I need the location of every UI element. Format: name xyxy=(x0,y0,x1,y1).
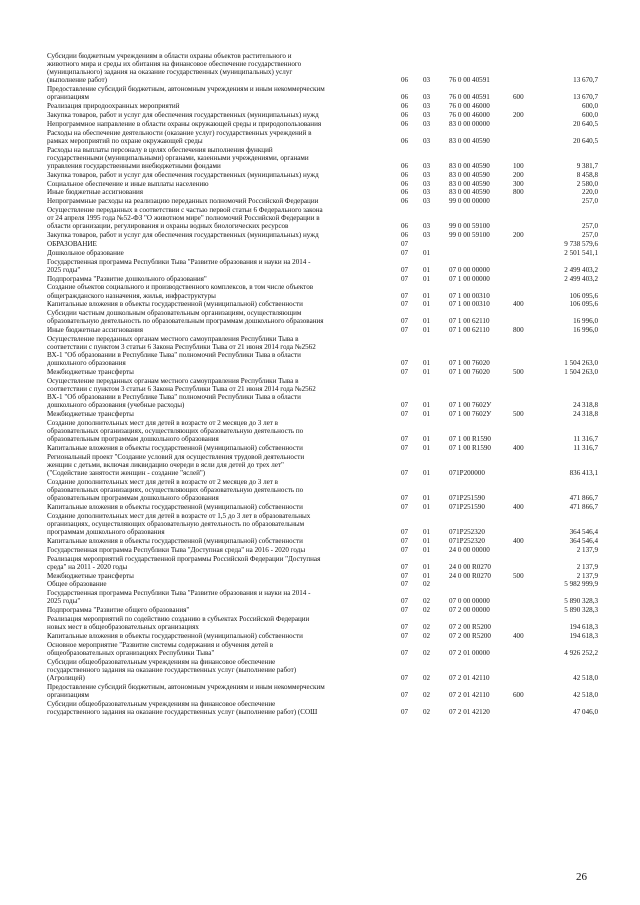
code-podrazdel: 02 xyxy=(423,606,431,615)
code-target-article: 071P200000 xyxy=(449,469,485,478)
row-name: Закупка товаров, работ и услуг для обеспечения государственных (муниципальных) нужд xyxy=(47,231,319,240)
code-razdel: 07 xyxy=(401,632,409,641)
code-podrazdel: 03 xyxy=(423,170,431,179)
code-target-article: 07 1 00 62110 xyxy=(449,317,490,326)
code-podrazdel: 03 xyxy=(423,136,431,145)
code-podrazdel: 02 xyxy=(423,580,431,589)
code-target-article: 07 2 00 00000 xyxy=(449,606,490,615)
row-name: Межбюджетные трансферты xyxy=(47,368,134,377)
table-row xyxy=(0,503,640,511)
code-expense-type: 400 xyxy=(513,444,524,453)
row-sum: 257,0 xyxy=(582,222,598,231)
code-target-article: 76 0 00 40591 xyxy=(449,93,490,102)
code-target-article: 07 2 01 00000 xyxy=(449,648,490,657)
code-podrazdel: 01 xyxy=(423,274,431,283)
code-target-article: 83 0 00 40590 xyxy=(449,136,490,145)
code-podrazdel: 01 xyxy=(423,494,431,503)
row-sum: 194 618,3 xyxy=(569,623,598,632)
code-razdel: 06 xyxy=(401,110,409,119)
row-name: Региональный проект "Создание условий для осуществления трудовой деятельности женщин с детьми, включая ликвидацию очереди в ясли для детей до трех лет" ("Содействие занятости женщин - создание "яслей") xyxy=(47,452,305,478)
row-sum: 47 046,0 xyxy=(573,707,598,716)
row-sum: 42 518,0 xyxy=(573,690,598,699)
row-sum: 106 095,6 xyxy=(569,291,598,300)
code-razdel: 07 xyxy=(401,248,409,257)
row-sum: 2 580,0 xyxy=(576,179,598,188)
row-name: Закупка товаров, работ и услуг для обеспечения государственных (муниципальных) нужд xyxy=(47,110,319,119)
table-row xyxy=(0,171,640,179)
row-name: Субсидии бюджетным учреждениям в области охраны объектов растительного и животного мира и среды их обитания на финансовое обеспечение государственного (муниципального) задания на оказание государственных (муниципальных) услуг (выполнение работ) xyxy=(47,52,302,85)
table-row xyxy=(0,52,640,84)
row-sum: 4 926 252,2 xyxy=(564,648,598,657)
code-target-article: 07 1 00 00000 xyxy=(449,274,490,283)
code-podrazdel: 03 xyxy=(423,102,431,111)
code-razdel: 07 xyxy=(401,291,409,300)
row-sum: 364 546,4 xyxy=(569,536,598,545)
row-sum: 257,0 xyxy=(582,231,598,240)
row-name: Дошкольное образование xyxy=(47,248,124,257)
code-podrazdel: 03 xyxy=(423,222,431,231)
row-sum: 194 618,3 xyxy=(569,632,598,641)
code-razdel: 07 xyxy=(401,580,409,589)
code-target-article: 07 1 00 00310 xyxy=(449,300,490,309)
row-name: Капитальные вложения в объекты государственной (муниципальной) собственности xyxy=(47,632,303,641)
row-name: Осуществление переданных в соответствии с частью первой статьи 6 Федерального закона от 24 апреля 1995 года №52-ФЗ "О животном мире" полномочий Российской Федерации в области организации, регулирования и охраны водных биологических ресурсов xyxy=(47,206,323,231)
code-target-article: 071P252320 xyxy=(449,536,485,545)
code-razdel: 07 xyxy=(401,503,409,512)
row-sum: 836 413,1 xyxy=(569,469,598,478)
row-name: Субсидии частным дошкольным образовательным организациям, осуществляющим образовательную деятельность по образовательным программам дошкольного образования xyxy=(47,309,324,326)
table-row xyxy=(0,300,640,308)
code-razdel: 07 xyxy=(401,300,409,309)
code-target-article: 071P251590 xyxy=(449,503,485,512)
code-target-article: 07 1 00 7602У xyxy=(449,401,492,410)
table-row xyxy=(0,478,640,502)
table-row xyxy=(0,275,640,283)
row-name: Непрограммное направление в области охраны окружающей среды и природопользования xyxy=(47,119,322,128)
code-target-article: 07 0 00 00000 xyxy=(449,597,490,606)
code-razdel: 06 xyxy=(401,93,409,102)
row-name: Создание объектов социального и производственного комплексов, в том числе объектов общегражданского назначения, жилья, инфраструктуры xyxy=(47,283,314,300)
table-row xyxy=(0,377,640,409)
code-podrazdel: 01 xyxy=(423,401,431,410)
table-row xyxy=(0,326,640,334)
code-razdel: 06 xyxy=(401,102,409,111)
table-row xyxy=(0,335,640,367)
code-razdel: 07 xyxy=(401,545,409,554)
code-podrazdel: 03 xyxy=(423,119,431,128)
code-razdel: 06 xyxy=(401,222,409,231)
code-podrazdel: 01 xyxy=(423,503,431,512)
row-name: Закупка товаров, работ и услуг для обеспечения государственных (муниципальных) нужд xyxy=(47,170,319,179)
code-expense-type: 200 xyxy=(513,170,524,179)
row-name: Реализация мероприятий государственной программы Российской Федерации "Доступная среда" на 2011 - 2020 годы xyxy=(47,554,321,571)
table-row xyxy=(0,683,640,699)
code-target-article: 071P251590 xyxy=(449,494,485,503)
code-razdel: 06 xyxy=(401,179,409,188)
code-target-article: 24 0 00 R0270 xyxy=(449,571,491,580)
row-sum: 2 137,9 xyxy=(576,571,598,580)
code-target-article: 83 0 00 00000 xyxy=(449,119,490,128)
code-target-article: 99 0 00 00000 xyxy=(449,197,490,206)
code-target-article: 99 0 00 59100 xyxy=(449,231,490,240)
table-row xyxy=(0,606,640,614)
row-sum: 24 318,8 xyxy=(573,401,598,410)
code-target-article: 07 0 00 00000 xyxy=(449,265,490,274)
code-razdel: 06 xyxy=(401,188,409,197)
row-sum: 20 640,5 xyxy=(573,136,598,145)
table-row xyxy=(0,512,640,536)
row-sum: 8 458,8 xyxy=(576,170,598,179)
code-razdel: 07 xyxy=(401,528,409,537)
row-sum: 5 982 999,9 xyxy=(564,580,598,589)
table-row xyxy=(0,572,640,580)
row-sum: 9 738 579,6 xyxy=(564,239,598,248)
code-podrazdel: 02 xyxy=(423,597,431,606)
row-sum: 13 670,7 xyxy=(573,76,598,85)
code-target-article: 83 0 00 40590 xyxy=(449,188,490,197)
table-row xyxy=(0,537,640,545)
code-podrazdel: 03 xyxy=(423,197,431,206)
code-razdel: 07 xyxy=(401,274,409,283)
row-name: Подпрограмма "Развитие общего образования" xyxy=(47,606,190,615)
code-expense-type: 400 xyxy=(513,536,524,545)
code-podrazdel: 01 xyxy=(423,562,431,571)
code-podrazdel: 01 xyxy=(423,444,431,453)
code-expense-type: 600 xyxy=(513,690,524,699)
code-expense-type: 500 xyxy=(513,410,524,419)
code-target-article: 07 2 00 R5200 xyxy=(449,623,491,632)
code-razdel: 07 xyxy=(401,265,409,274)
row-sum: 11 316,7 xyxy=(573,444,598,453)
code-podrazdel: 01 xyxy=(423,368,431,377)
row-name: Реализация природоохранных мероприятий xyxy=(47,102,180,111)
code-expense-type: 600 xyxy=(513,93,524,102)
code-podrazdel: 02 xyxy=(423,648,431,657)
table-row xyxy=(0,632,640,640)
code-razdel: 06 xyxy=(401,119,409,128)
code-expense-type: 800 xyxy=(513,188,524,197)
row-name: Государственная программа Республики Тыва "Развитие образования и науки на 2014 - 2025 годы" xyxy=(47,589,311,606)
code-podrazdel: 02 xyxy=(423,623,431,632)
row-sum: 5 890 328,3 xyxy=(564,597,598,606)
code-razdel: 06 xyxy=(401,136,409,145)
code-target-article: 07 1 00 76020 xyxy=(449,368,490,377)
row-name: Межбюджетные трансферты xyxy=(47,571,134,580)
table-row xyxy=(0,641,640,657)
row-sum: 24 318,8 xyxy=(573,410,598,419)
code-podrazdel: 01 xyxy=(423,291,431,300)
table-row xyxy=(0,111,640,119)
code-razdel: 07 xyxy=(401,444,409,453)
code-razdel: 07 xyxy=(401,359,409,368)
code-target-article: 07 1 00 62110 xyxy=(449,326,490,335)
row-sum: 20 640,5 xyxy=(573,119,598,128)
row-name: Осуществление переданных органам местного самоуправления Республики Тыва в соответствии с пунктом 3 статьи 6 Закона Республики Тыва от 21 июня 2014 года №2562 ВХ-1 "Об образовании в Республике Тыва" полномочий Республики Тыва в области дошкольного образования xyxy=(47,335,316,368)
code-target-article: 07 1 00 R1590 xyxy=(449,444,491,453)
row-name: Общее образование xyxy=(47,580,107,589)
code-razdel: 07 xyxy=(401,401,409,410)
row-name: Основное мероприятие "Развитие системы содержания и обучения детей в общеобразовательных организациях Республики Тыва" xyxy=(47,640,274,657)
code-expense-type: 200 xyxy=(513,110,524,119)
code-expense-type: 400 xyxy=(513,632,524,641)
code-razdel: 07 xyxy=(401,648,409,657)
code-podrazdel: 03 xyxy=(423,93,431,102)
row-sum: 600,0 xyxy=(582,110,598,119)
code-target-article: 24 0 00 00000 xyxy=(449,545,490,554)
table-row xyxy=(0,258,640,274)
code-expense-type: 200 xyxy=(513,231,524,240)
code-podrazdel: 01 xyxy=(423,248,431,257)
code-expense-type: 800 xyxy=(513,326,524,335)
code-razdel: 07 xyxy=(401,239,409,248)
row-sum: 2 137,9 xyxy=(576,562,598,571)
row-name: Социальное обеспечение и иные выплаты населению xyxy=(47,179,209,188)
row-sum: 600,0 xyxy=(582,102,598,111)
row-sum: 2 499 403,2 xyxy=(564,274,598,283)
row-name: Субсидии общеобразовательным учреждениям на финансовое обеспечение государственного задания на оказание государственных услуг (выполнение работ) (СОШ xyxy=(47,699,318,716)
code-podrazdel: 02 xyxy=(423,690,431,699)
row-name: Иные бюджетные ассигнования xyxy=(47,326,144,335)
table-row xyxy=(0,249,640,257)
code-razdel: 07 xyxy=(401,494,409,503)
code-razdel: 07 xyxy=(401,690,409,699)
row-name: Государственная программа Республики Тыва "Развитие образования и науки на 2014 - 2025 годы" xyxy=(47,257,311,274)
table-row xyxy=(0,120,640,128)
code-podrazdel: 01 xyxy=(423,300,431,309)
code-target-article: 07 1 00 7602У xyxy=(449,410,492,419)
row-sum: 1 504 263,0 xyxy=(564,359,598,368)
code-razdel: 07 xyxy=(401,571,409,580)
table-row xyxy=(0,231,640,239)
code-razdel: 06 xyxy=(401,161,409,170)
row-name: Иные бюджетные ассигнования xyxy=(47,188,144,197)
row-sum: 257,0 xyxy=(582,197,598,206)
code-target-article: 07 1 00 76020 xyxy=(449,359,490,368)
row-name: Подпрограмма "Развитие дошкольного образования" xyxy=(47,274,207,283)
code-razdel: 07 xyxy=(401,536,409,545)
code-podrazdel: 03 xyxy=(423,188,431,197)
code-podrazdel: 02 xyxy=(423,674,431,683)
row-name: Капитальные вложения в объекты государственной (муниципальной) собственности xyxy=(47,503,303,512)
code-razdel: 07 xyxy=(401,674,409,683)
page-number: 26 xyxy=(576,871,587,883)
code-target-article: 76 0 00 46000 xyxy=(449,110,490,119)
code-razdel: 06 xyxy=(401,170,409,179)
table-row xyxy=(0,197,640,205)
row-name: Субсидии общеобразовательным учреждениям на финансовое обеспечение государственного задания на оказание государственных услуг (выполнение работ) (Агролицей) xyxy=(47,657,297,683)
table-row xyxy=(0,615,640,631)
code-target-article: 07 2 01 42110 xyxy=(449,690,490,699)
code-podrazdel: 03 xyxy=(423,161,431,170)
row-name: Создание дополнительных мест для детей в возрасте от 2 месяцев до 3 лет в образовательных организациях, осуществляющих образовательную деятельность по образовательным программам дошкольного образования xyxy=(47,478,304,503)
code-target-article: 07 2 00 R5200 xyxy=(449,632,491,641)
code-razdel: 07 xyxy=(401,435,409,444)
row-sum: 220,0 xyxy=(582,188,598,197)
table-row xyxy=(0,546,640,554)
table-row xyxy=(0,589,640,605)
code-razdel: 06 xyxy=(401,197,409,206)
code-razdel: 07 xyxy=(401,410,409,419)
row-sum: 1 504 263,0 xyxy=(564,368,598,377)
code-razdel: 07 xyxy=(401,707,409,716)
code-podrazdel: 01 xyxy=(423,317,431,326)
code-target-article: 83 0 00 40590 xyxy=(449,179,490,188)
code-podrazdel: 01 xyxy=(423,545,431,554)
code-razdel: 06 xyxy=(401,231,409,240)
code-target-article: 99 0 00 59100 xyxy=(449,222,490,231)
row-name: Реализация мероприятий по содействию созданию в субъектах Российской Федерации новых мест в общеобразовательных организациях xyxy=(47,615,310,632)
table-row xyxy=(0,658,640,682)
row-sum: 471 866,7 xyxy=(569,503,598,512)
code-expense-type: 300 xyxy=(513,179,524,188)
code-expense-type: 500 xyxy=(513,571,524,580)
code-target-article: 07 2 01 42120 xyxy=(449,707,490,716)
code-expense-type: 400 xyxy=(513,503,524,512)
row-sum: 9 381,7 xyxy=(576,161,598,170)
code-podrazdel: 01 xyxy=(423,435,431,444)
row-name: Непрограммные расходы на реализацию переданных полномочий Российской Федерации xyxy=(47,197,319,206)
code-podrazdel: 01 xyxy=(423,265,431,274)
code-podrazdel: 02 xyxy=(423,632,431,641)
table-row xyxy=(0,85,640,101)
table-row xyxy=(0,283,640,299)
table-row xyxy=(0,453,640,477)
code-podrazdel: 03 xyxy=(423,231,431,240)
code-podrazdel: 01 xyxy=(423,536,431,545)
code-target-article: 071P252320 xyxy=(449,528,485,537)
code-podrazdel: 03 xyxy=(423,179,431,188)
row-sum: 106 095,6 xyxy=(569,300,598,309)
table-row xyxy=(0,419,640,443)
row-name: Осуществление переданных органам местного самоуправления Республики Тыва в соответствии с пунктом 3 статьи 6 Закона Республики Тыва от 21 июня 2014 года №2562 ВХ-1 "Об образовании в Республике Тыва" полномочий Республики Тыва в области дошкольного образования (учебные расходы) xyxy=(47,377,316,410)
table-row xyxy=(0,555,640,571)
row-name: Предоставление субсидий бюджетным, автономным учреждениям и иным некоммерческим организациям xyxy=(47,682,325,699)
code-expense-type: 500 xyxy=(513,368,524,377)
code-target-article: 76 0 00 40591 xyxy=(449,76,490,85)
code-target-article: 76 0 00 46000 xyxy=(449,102,490,111)
row-name: Создание дополнительных мест для детей в возрасте от 2 месяцев до 3 лет в образовательных организациях, осуществляющих образовательную деятельность по образовательным программам дошкольного образования xyxy=(47,419,304,444)
table-row xyxy=(0,410,640,418)
row-name: Капитальные вложения в объекты государственной (муниципальной) собственности xyxy=(47,536,303,545)
row-sum: 2 501 541,1 xyxy=(564,248,598,257)
code-expense-type: 400 xyxy=(513,300,524,309)
table-row xyxy=(0,102,640,110)
row-name: Государственная программа Республики Тыва "Доступная среда" на 2016 - 2020 годы xyxy=(47,545,306,554)
code-podrazdel: 02 xyxy=(423,707,431,716)
code-razdel: 07 xyxy=(401,368,409,377)
table-row xyxy=(0,444,640,452)
code-podrazdel: 03 xyxy=(423,76,431,85)
code-razdel: 07 xyxy=(401,623,409,632)
row-sum: 13 670,7 xyxy=(573,93,598,102)
row-sum: 471 866,7 xyxy=(569,494,598,503)
table-row xyxy=(0,580,640,588)
row-name: Межбюджетные трансферты xyxy=(47,410,134,419)
code-podrazdel: 01 xyxy=(423,359,431,368)
code-target-article: 83 0 00 40590 xyxy=(449,161,490,170)
table-row xyxy=(0,180,640,188)
row-sum: 42 518,0 xyxy=(573,674,598,683)
row-sum: 2 499 403,2 xyxy=(564,265,598,274)
code-target-article: 83 0 00 40590 xyxy=(449,170,490,179)
row-sum: 11 316,7 xyxy=(573,435,598,444)
row-name: ОБРАЗОВАНИЕ xyxy=(47,239,97,248)
code-expense-type: 100 xyxy=(513,161,524,170)
code-podrazdel: 03 xyxy=(423,110,431,119)
code-razdel: 07 xyxy=(401,326,409,335)
code-razdel: 06 xyxy=(401,76,409,85)
code-target-article: 07 1 00 R1590 xyxy=(449,435,491,444)
table-row xyxy=(0,206,640,230)
code-target-article: 07 1 00 00310 xyxy=(449,291,490,300)
table-row xyxy=(0,188,640,196)
table-row xyxy=(0,240,640,248)
code-razdel: 07 xyxy=(401,597,409,606)
row-sum: 5 890 328,3 xyxy=(564,606,598,615)
code-razdel: 07 xyxy=(401,317,409,326)
row-name: Предоставление субсидий бюджетным, автономным учреждениям и иным некоммерческим организациям xyxy=(47,85,325,102)
code-podrazdel: 01 xyxy=(423,410,431,419)
table-row xyxy=(0,309,640,325)
row-name: Создание дополнительных мест для детей в возрасте от 1,5 до 3 лет в образовательных организациях, осуществляющих образовательную деятельность по образовательным программам дошкольного образования xyxy=(47,511,311,537)
code-podrazdel: 01 xyxy=(423,469,431,478)
row-name: Расходы на выплаты персоналу в целях обеспечения выполнения функций государственными (муниципальными) органами, казенными учреждениями, органами управления государственными внебюджетными фондами xyxy=(47,145,309,170)
row-name: Капитальные вложения в объекты государственной (муниципальной) собственности xyxy=(47,444,303,453)
code-podrazdel: 01 xyxy=(423,528,431,537)
row-sum: 364 546,4 xyxy=(569,528,598,537)
code-podrazdel: 01 xyxy=(423,326,431,335)
code-razdel: 07 xyxy=(401,562,409,571)
code-razdel: 07 xyxy=(401,469,409,478)
row-name: Капитальные вложения в объекты государственной (муниципальной) собственности xyxy=(47,300,303,309)
table-row xyxy=(0,368,640,376)
code-target-article: 07 2 01 42110 xyxy=(449,674,490,683)
row-sum: 2 137,9 xyxy=(576,545,598,554)
row-name: Расходы на обеспечение деятельности (оказание услуг) государственных учреждений в рамках мероприятий по охране окружающей среды xyxy=(47,128,312,145)
table-row xyxy=(0,129,640,145)
row-sum: 16 996,0 xyxy=(573,326,598,335)
row-sum: 16 996,0 xyxy=(573,317,598,326)
code-podrazdel: 01 xyxy=(423,571,431,580)
table-row xyxy=(0,146,640,170)
table-row xyxy=(0,700,640,716)
code-target-article: 24 0 00 R0270 xyxy=(449,562,491,571)
code-razdel: 07 xyxy=(401,606,409,615)
